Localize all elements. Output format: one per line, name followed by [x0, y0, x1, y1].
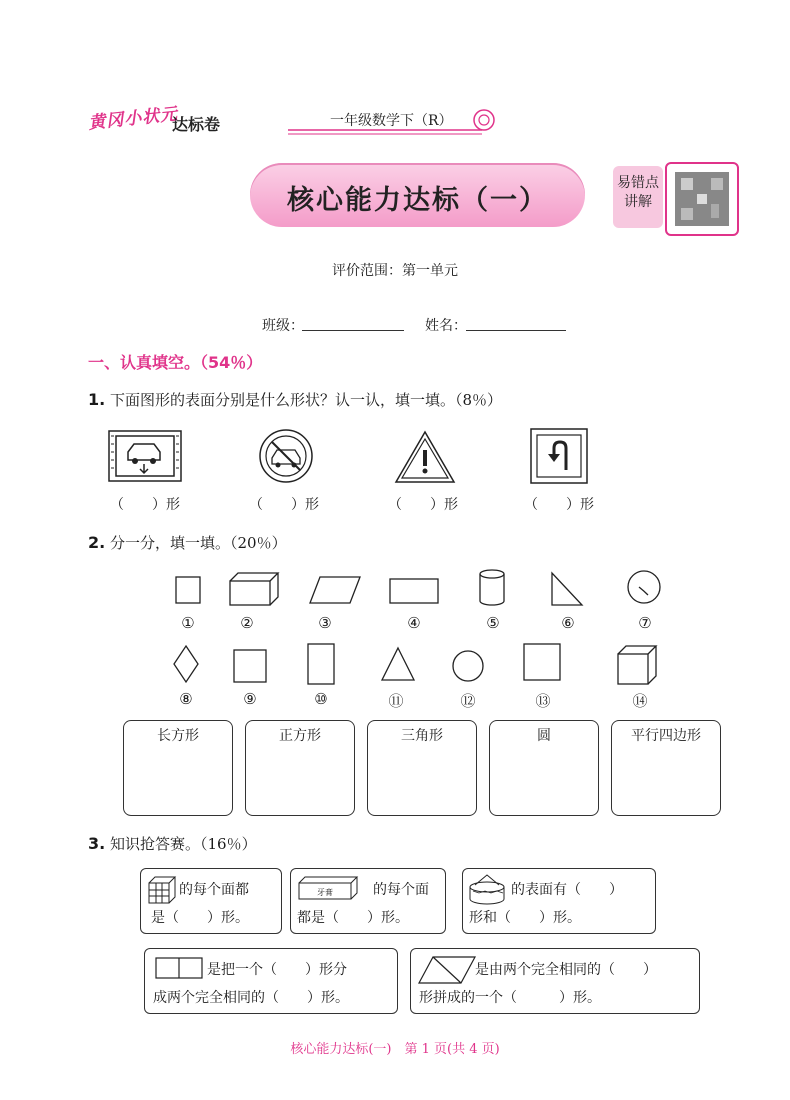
card-parallelogram — [410, 948, 700, 1014]
page-title: 核心能力达标（一） — [287, 185, 548, 216]
qr-code-icon — [667, 164, 737, 234]
sort-box-rectangle[interactable] — [123, 720, 233, 816]
shape-label: ⑬ — [535, 692, 551, 710]
question-text: 下面图形的表面分别是什么形状？认一认，填一填。（8％） — [110, 391, 503, 409]
card-5-line-2[interactable]: 形拼成的一个（ ）形。 — [419, 990, 601, 1006]
shape-11-triangle — [382, 648, 414, 680]
shape-label: ④ — [407, 614, 421, 632]
sort-box-label: 圆 — [537, 728, 551, 744]
sort-box-circle[interactable] — [489, 720, 599, 816]
question-3 — [88, 833, 257, 854]
card-1-line-2[interactable]: 是（ ）形。 — [151, 910, 249, 926]
warning-sign-icon — [394, 430, 456, 484]
card-3-line-1[interactable]: 的表面有（ ） — [511, 882, 623, 898]
shape-10-tall-rectangle — [308, 644, 334, 684]
qr-label-line2: 讲解 — [624, 194, 652, 210]
shape-label: ① — [181, 614, 195, 632]
card-4-line-1[interactable]: 是把一个（ ）形分 — [207, 962, 347, 978]
qr-label — [613, 166, 663, 228]
shapes-row-2 — [160, 640, 680, 688]
sort-box-label: 长方形 — [157, 728, 199, 744]
toothpaste-label: 牙膏 — [317, 888, 333, 897]
no-parking-sign-icon — [258, 428, 314, 484]
name-field[interactable] — [466, 330, 566, 331]
card-toothpaste-box — [290, 868, 446, 934]
shape-label: ⑧ — [179, 690, 193, 708]
question-text: 知识抢答赛。（16％） — [110, 835, 257, 853]
shape-9-square — [234, 650, 266, 682]
sort-box-parallelogram[interactable] — [611, 720, 721, 816]
qr-code[interactable] — [665, 162, 739, 236]
blank-4[interactable]: （ ）形 — [524, 497, 594, 513]
name-label: 姓名： — [425, 318, 467, 334]
sort-box-label: 三角形 — [401, 728, 443, 744]
shape-14-cube — [618, 646, 656, 684]
card-2-line-1: 的每个面 — [373, 882, 429, 898]
card-split-rectangle — [144, 948, 398, 1014]
card-cake — [462, 868, 656, 934]
shapes-row-1 — [160, 565, 680, 613]
page-footer: 核心能力达标(一) 第 1 页(共 4 页) — [290, 1042, 500, 1057]
sort-box-label: 正方形 — [279, 728, 321, 744]
card-3-line-2[interactable]: 形和（ ）形。 — [469, 910, 581, 926]
question-1 — [88, 389, 502, 410]
question-number: 1. — [88, 390, 106, 409]
blank-2[interactable]: （ ）形 — [249, 497, 319, 513]
class-field[interactable] — [302, 330, 404, 331]
split-rectangle-icon — [155, 957, 205, 981]
card-4-line-2[interactable]: 成两个完全相同的（ ）形。 — [153, 990, 349, 1006]
shape-label: ⑦ — [638, 614, 652, 632]
shape-label: ⑪ — [388, 692, 404, 710]
shape-8-rhombus — [174, 646, 198, 682]
section-1-heading: 一、认真填空。（54％） — [88, 353, 263, 372]
cake-icon — [467, 873, 507, 905]
card-5-line-1[interactable]: 是由两个完全相同的（ ） — [475, 962, 657, 978]
shape-1-small-square — [176, 577, 200, 603]
sort-box-label: 平行四边形 — [631, 728, 701, 744]
question-number: 2. — [88, 533, 106, 552]
question-number: 3. — [88, 834, 106, 853]
evaluation-scope: 评价范围：第一单元 — [332, 263, 458, 279]
qr-label-line1: 易错点 — [617, 175, 659, 191]
shape-6-right-triangle — [552, 573, 582, 605]
shape-12-circle — [453, 651, 483, 681]
shape-label: ⑫ — [460, 692, 476, 710]
card-1-line-1: 的每个面都 — [179, 882, 249, 898]
u-turn-sign-icon — [530, 428, 588, 484]
shape-label: ② — [240, 614, 254, 632]
class-label: 班级： — [262, 318, 304, 334]
shape-label: ⑭ — [632, 692, 648, 710]
shape-label: ③ — [318, 614, 332, 632]
card-rubiks-cube — [140, 868, 282, 934]
brand-logo: 黄冈小状元 — [87, 104, 180, 134]
question-2 — [88, 532, 287, 553]
shape-label: ⑨ — [243, 690, 257, 708]
parking-sign-icon — [108, 430, 182, 482]
question-text: 分一分，填一填。（20％） — [110, 534, 287, 552]
rubiks-cube-icon — [147, 875, 177, 905]
parallelogram-triangles-icon — [417, 955, 477, 985]
shape-label: ⑤ — [486, 614, 500, 632]
shape-7-sphere — [628, 571, 660, 603]
series-name: 达标卷 — [172, 115, 221, 134]
sort-box-square[interactable] — [245, 720, 355, 816]
blank-1[interactable]: （ ）形 — [110, 497, 180, 513]
shape-13-large-square — [524, 644, 560, 680]
shape-5-cylinder — [480, 570, 504, 605]
blank-3[interactable]: （ ）形 — [388, 497, 458, 513]
shape-4-rectangle — [390, 579, 438, 603]
shape-label: ⑥ — [561, 614, 575, 632]
shape-2-cuboid — [230, 573, 278, 605]
card-2-line-2[interactable]: 都是（ ）形。 — [297, 910, 409, 926]
sort-box-triangle[interactable] — [367, 720, 477, 816]
shape-3-parallelogram — [310, 577, 360, 603]
toothpaste-box-icon — [297, 875, 359, 901]
shape-label: ⑩ — [314, 690, 328, 708]
grade-label: 一年级数学下（R） — [330, 113, 453, 129]
